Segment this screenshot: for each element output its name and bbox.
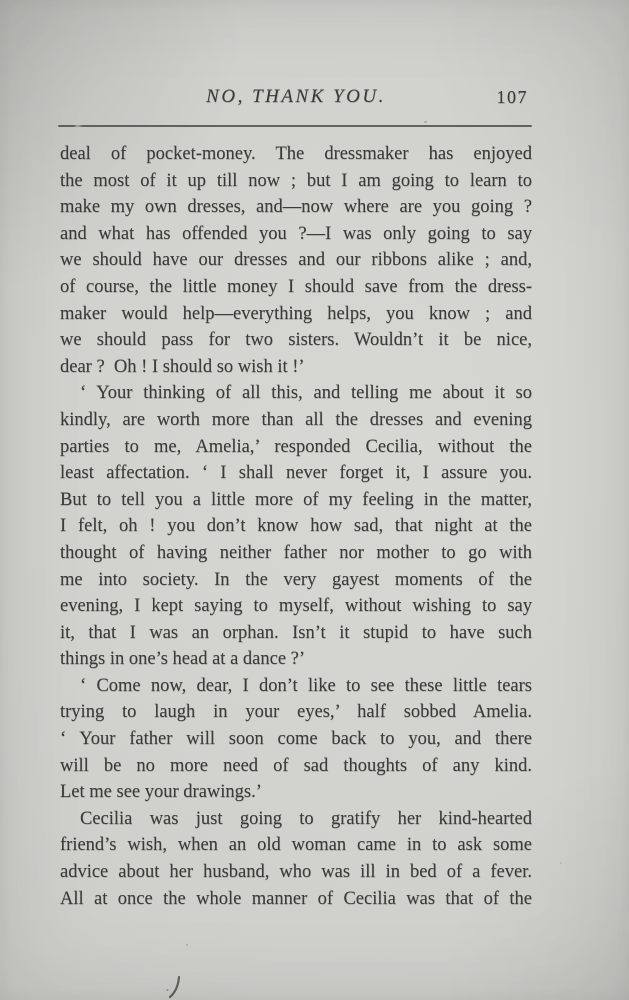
paper-speck xyxy=(560,862,562,864)
text-line: the most of it up till now ; but I am going to learn to xyxy=(60,170,532,191)
text-line: All at once the whole manner of Cecilia was that of the xyxy=(60,888,532,909)
text-line: ‘ Come now, dear, I don’t like to see these little tears xyxy=(80,675,532,696)
text-line: maker would help—everything helps, you know ; and xyxy=(60,303,532,324)
text-line: thought of having neither father nor mother to go with xyxy=(60,542,532,563)
paper-speck xyxy=(424,121,427,123)
text-line: advice about her husband, who was ill in bed of a fever. xyxy=(60,862,532,883)
ink-mark xyxy=(165,975,185,1000)
text-line: me into society. In the very gayest moments of the xyxy=(60,569,532,590)
text-line: things in one’s head at a dance ?’ xyxy=(60,649,306,670)
text-line: of course, the little money I should save from the dress- xyxy=(60,276,532,297)
text-line: Let me see your drawings.’ xyxy=(60,782,262,803)
text-line: dear ? Oh ! I should so wish it !’ xyxy=(60,356,305,377)
text-line: parties to me, Amelia,’ responded Cecilia, without the xyxy=(60,436,532,457)
text-line: But to tell you a little more of my feeling in the matter, xyxy=(60,489,532,510)
text-line: it, that I was an orphan. Isn’t it stupid to have such xyxy=(60,622,532,643)
running-title: NO, THANK YOU. xyxy=(206,86,386,107)
page-header xyxy=(60,86,532,114)
text-line: trying to laugh in your eyes,’ half sobbed Amelia. xyxy=(60,702,532,723)
text-line: ‘ Your father will soon come back to you, and there xyxy=(60,729,532,750)
page-number: 107 xyxy=(496,87,528,107)
text-line: I felt, oh ! you don’t know how sad, that night at the xyxy=(60,516,532,537)
text-line: friend’s wish, when an old woman came in to ask some xyxy=(60,835,532,856)
text-line: ‘ Your thinking of all this, and telling me about it so xyxy=(80,383,532,404)
header-rule xyxy=(58,125,532,127)
page-body xyxy=(60,141,532,912)
text-line: make my own dresses, and—now where are you going ? xyxy=(60,197,532,218)
text-line: kindly, are worth more than all the dresses and evening xyxy=(60,409,532,430)
text-line: we should have our dresses and our ribbons alike ; and, xyxy=(60,250,532,271)
text-line: evening, I kept saying to myself, without wishing to say xyxy=(60,596,532,617)
text-line: deal of pocket-money. The dressmaker has enjoyed xyxy=(60,144,532,164)
text-line: will be no more need of sad thoughts of any kind. xyxy=(60,755,532,776)
text-line: and what has offended you ?—I was only going to say xyxy=(60,223,532,244)
paper-speck xyxy=(186,944,188,946)
text-line: least affectation. ‘ I shall never forget it, I assure you. xyxy=(60,463,532,484)
text-line: Cecilia was just going to gratify her kind-hearted xyxy=(80,808,532,829)
text-line: we should pass for two sisters. Wouldn’t it be nice, xyxy=(60,330,532,351)
